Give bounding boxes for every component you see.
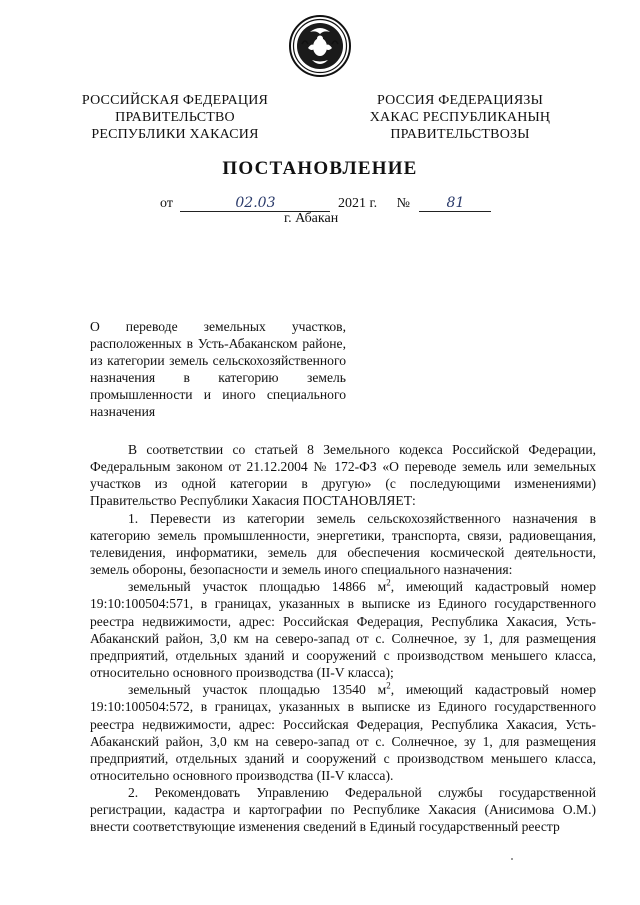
scan-speck — [511, 858, 513, 860]
plot-1-paragraph — [90, 578, 596, 681]
handwritten-date: 02.03 — [180, 195, 330, 212]
header-right-line-3: ПРАВИТЕЛЬСТВОЗЫ — [390, 127, 530, 142]
year-label: 2021 г. — [337, 196, 378, 211]
handwritten-number: 81 — [419, 195, 491, 212]
date-number-line — [160, 195, 491, 212]
header-right-line-1: РОССИЯ ФЕДЕРАЦИЯЗЫ — [376, 93, 544, 108]
header-left-block — [70, 92, 280, 143]
header-left-line-1: РОССИЙСКАЯ ФЕДЕРАЦИЯ — [81, 93, 269, 108]
header-right-line-2: ХАКАС РЕСПУБЛИКАНЫҢ — [369, 110, 551, 125]
document-body — [90, 441, 596, 836]
plot-2-text-start: земельный участок площадью 13540 м — [128, 682, 387, 698]
header-left-line-2: ПРАВИТЕЛЬСТВО — [115, 110, 235, 125]
item-2-paragraph: 2. Рекомендовать Управлению Федеральной службы государственной регистрации, кадастра и картографии по Республике Хакасия (Анисимова О.М.) внести соответствующие изменения сведений в Единый государственный реестр — [90, 785, 596, 835]
plot-1-text-end: , имеющий кадастровый номер 19:10:100504:571, в границах, указанных в выписке из Единого государственного реестра недвижимости, адрес: Российская Федерация, Республика Хакасия, Усть-Абаканский район, 3,0 км на северо-запад от с. Солнечное, зу 1, для размещения предприятий, отдельных зданий и сооружений с производством меньшего класса, относительно основного производства (II-V класса); — [90, 579, 596, 681]
plot-2-paragraph — [90, 681, 596, 784]
preamble-paragraph: В соответствии со статьей 8 Земельного кодекса Российской Федерации, Федеральным законом от 21.12.2004 № 172-ФЗ «О переводе земель или земельных участков из одной категории в другую» (с последующими изменениями) Правительство Республики Хакасия ПОСТАНОВЛЯЕТ: — [90, 442, 596, 509]
plot-1-text-start: земельный участок площадью 14866 м — [128, 579, 387, 595]
subject-heading: О переводе земельных участков, расположенных в Усть-Абаканском районе, из категории земель сельскохозяйственного назначения в категорию земель промышленности и иного специального назначения — [90, 319, 346, 419]
plot-2-unit-superscript: 2 — [386, 680, 391, 691]
date-prefix: от — [160, 196, 173, 211]
city-label: г. Абакан — [284, 211, 339, 226]
plot-2-text-end: , имеющий кадастровый номер 19:10:100504:572, в границах, указанных в выписке из Единого государственного реестра недвижимости, адрес: Российская Федерация, Республика Хакасия, Усть-Абаканский район, 3,0 км на северо-запад от с. Солнечное, зу 1, для размещения предприятий, отдельных зданий и сооружений с производством меньшего класса, относительно основного производства (II-V класса). — [90, 682, 596, 783]
number-sign: № — [396, 196, 410, 211]
header-left-line-3: РЕСПУБЛИКИ ХАКАСИЯ — [91, 127, 259, 142]
item-1-paragraph: 1. Перевести из категории земель сельскохозяйственного назначения в категорию земель промышленности, энергетики, транспорта, связи, радиовещания, телевидения, информатики, земель для обеспечения космической деятельности, земель обороны, безопасности и земель иного специального назначения: — [90, 510, 596, 578]
coat-of-arms-emblem — [288, 14, 352, 78]
document-title: ПОСТАНОВЛЕНИЕ — [222, 158, 418, 179]
plot-1-unit-superscript: 2 — [386, 577, 391, 588]
header-right-block — [345, 92, 575, 143]
